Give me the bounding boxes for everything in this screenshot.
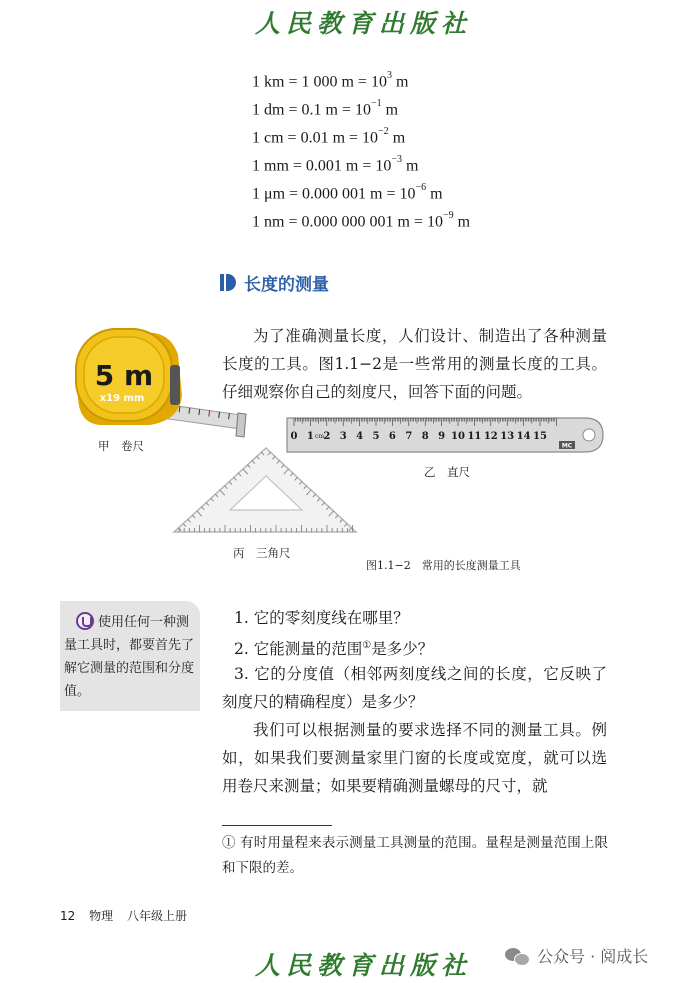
unit-conversion-base: 1 km = 1 000 m = 10 xyxy=(252,73,387,91)
body-paragraph: 我们可以根据测量的要求选择不同的测量工具。例如，如果我们要测量家里门窗的长度或宽度，就可以选用卷尺来测量；如果要精确测量螺母的尺寸，就 xyxy=(222,721,607,795)
ruler-number: 11 xyxy=(467,431,482,442)
unit-conversion-exponent: −3 xyxy=(391,154,403,165)
ruler-number: 7 xyxy=(405,431,413,442)
ruler-number: 10 xyxy=(451,431,465,442)
unit-conversion-unit: m xyxy=(426,185,443,203)
question-2 xyxy=(234,632,433,663)
unit-conversion-exponent: −2 xyxy=(378,126,389,137)
side-note xyxy=(60,601,200,711)
unit-conversion-exponent: −1 xyxy=(370,98,382,109)
unit-conversion-base: 1 mm = 0.001 m = 10 xyxy=(252,157,392,175)
ruler-number: 14 xyxy=(516,431,531,442)
question-1: 1. 它的零刻度线在哪里？ xyxy=(234,609,409,627)
unit-conversion-line xyxy=(252,72,408,91)
unit-conversion-line xyxy=(252,212,470,231)
unit-conversion-line xyxy=(252,184,443,203)
page-footer xyxy=(60,907,197,924)
book-subject: 物理 xyxy=(89,909,114,923)
question-2-tail: 是多少？ xyxy=(371,640,434,659)
question-2-text: 2. 它能测量的范围 xyxy=(234,640,363,659)
ruler-number: 0 xyxy=(290,431,298,442)
unit-conversion-exponent: 3 xyxy=(386,70,392,81)
ruler-number: 9 xyxy=(438,431,446,442)
unit-conversion-line xyxy=(252,128,405,147)
ruler-number: 12 xyxy=(483,431,498,442)
ruler-number: 13 xyxy=(500,431,515,442)
question-3: 3. 它的分度值（相邻两刻度线之间的长度，它反映了刻度尺的精确程度）是多少？ xyxy=(222,665,607,711)
unit-conversion-unit: m xyxy=(402,157,419,175)
ruler-number: 8 xyxy=(421,431,429,442)
tape-width-label: x19 mm xyxy=(99,393,145,404)
ruler-number: 5 xyxy=(372,431,380,442)
ruler-unit-label: cm xyxy=(315,433,325,440)
tip-icon xyxy=(76,612,94,630)
tape-lock-button xyxy=(170,365,180,405)
set-square-illustration xyxy=(170,444,360,536)
section-marker-icon xyxy=(220,274,236,291)
watermark-text: 公众号 · 阅成长 xyxy=(537,947,649,966)
side-note-text: 使用任何一种测量工具时，都要首先了解它测量的范围和分度值。 xyxy=(64,615,195,699)
triangle-label: 丙 三角尺 xyxy=(233,546,291,560)
publisher-logo-top: 人民教育出版社 xyxy=(255,9,473,38)
page-number: 12 xyxy=(60,909,76,923)
figure-caption: 图1.1−2 常用的长度测量工具 xyxy=(366,559,521,572)
ruler-label: 乙 直尺 xyxy=(424,465,470,479)
unit-conversion-unit: m xyxy=(453,213,471,231)
book-grade: 八年级上册 xyxy=(126,909,187,923)
ruler-number: 2 xyxy=(323,431,331,442)
ruler-number: 15 xyxy=(533,431,547,442)
ruler-number: 4 xyxy=(356,431,364,442)
ruler-number: 3 xyxy=(339,431,347,442)
footnote-divider xyxy=(222,825,332,826)
tape-size-label: 5 m xyxy=(94,359,154,392)
footnote-ref: ① xyxy=(362,640,372,651)
tape-label: 甲 卷尺 xyxy=(98,439,144,453)
footnote: ① 有时用量程来表示测量工具测量的范围。量程是测量范围上限和下限的差。 xyxy=(222,835,608,876)
unit-conversion-unit: m xyxy=(391,73,409,91)
unit-conversion-line xyxy=(252,156,418,175)
unit-conversion-unit: m xyxy=(381,101,399,119)
ruler-badge-text: MC xyxy=(561,442,573,450)
unit-conversion-base: 1 nm = 0.000 000 001 m = 10 xyxy=(252,213,443,231)
unit-conversion-exponent: −6 xyxy=(415,182,427,193)
unit-conversion-base: 1 dm = 0.1 m = 10 xyxy=(252,101,371,119)
unit-conversion-unit: m xyxy=(388,129,406,147)
section-title: 长度的测量 xyxy=(244,275,329,295)
ruler-hole xyxy=(583,429,595,441)
ruler-number: 1 xyxy=(306,431,314,442)
wechat-icon xyxy=(505,946,531,966)
unit-conversion-exponent: −9 xyxy=(442,210,454,221)
publisher-logo-bottom: 人民教育出版社 xyxy=(255,951,473,980)
tape-measure-illustration xyxy=(70,325,260,455)
section-heading xyxy=(220,270,329,295)
unit-conversion-line xyxy=(252,100,398,119)
ruler-number: 6 xyxy=(388,431,396,442)
watermark xyxy=(505,944,648,967)
intro-paragraph: 为了准确测量长度，人们设计、制造出了各种测量长度的工具。图1.1−2是一些常用的测量长度的工具。仔细观察你自己的刻度尺，回答下面的问题。 xyxy=(222,327,607,401)
tape-hook xyxy=(236,413,246,437)
unit-conversion-base: 1 μm = 0.000 001 m = 10 xyxy=(252,185,416,203)
unit-conversion-base: 1 cm = 0.01 m = 10 xyxy=(252,129,379,147)
